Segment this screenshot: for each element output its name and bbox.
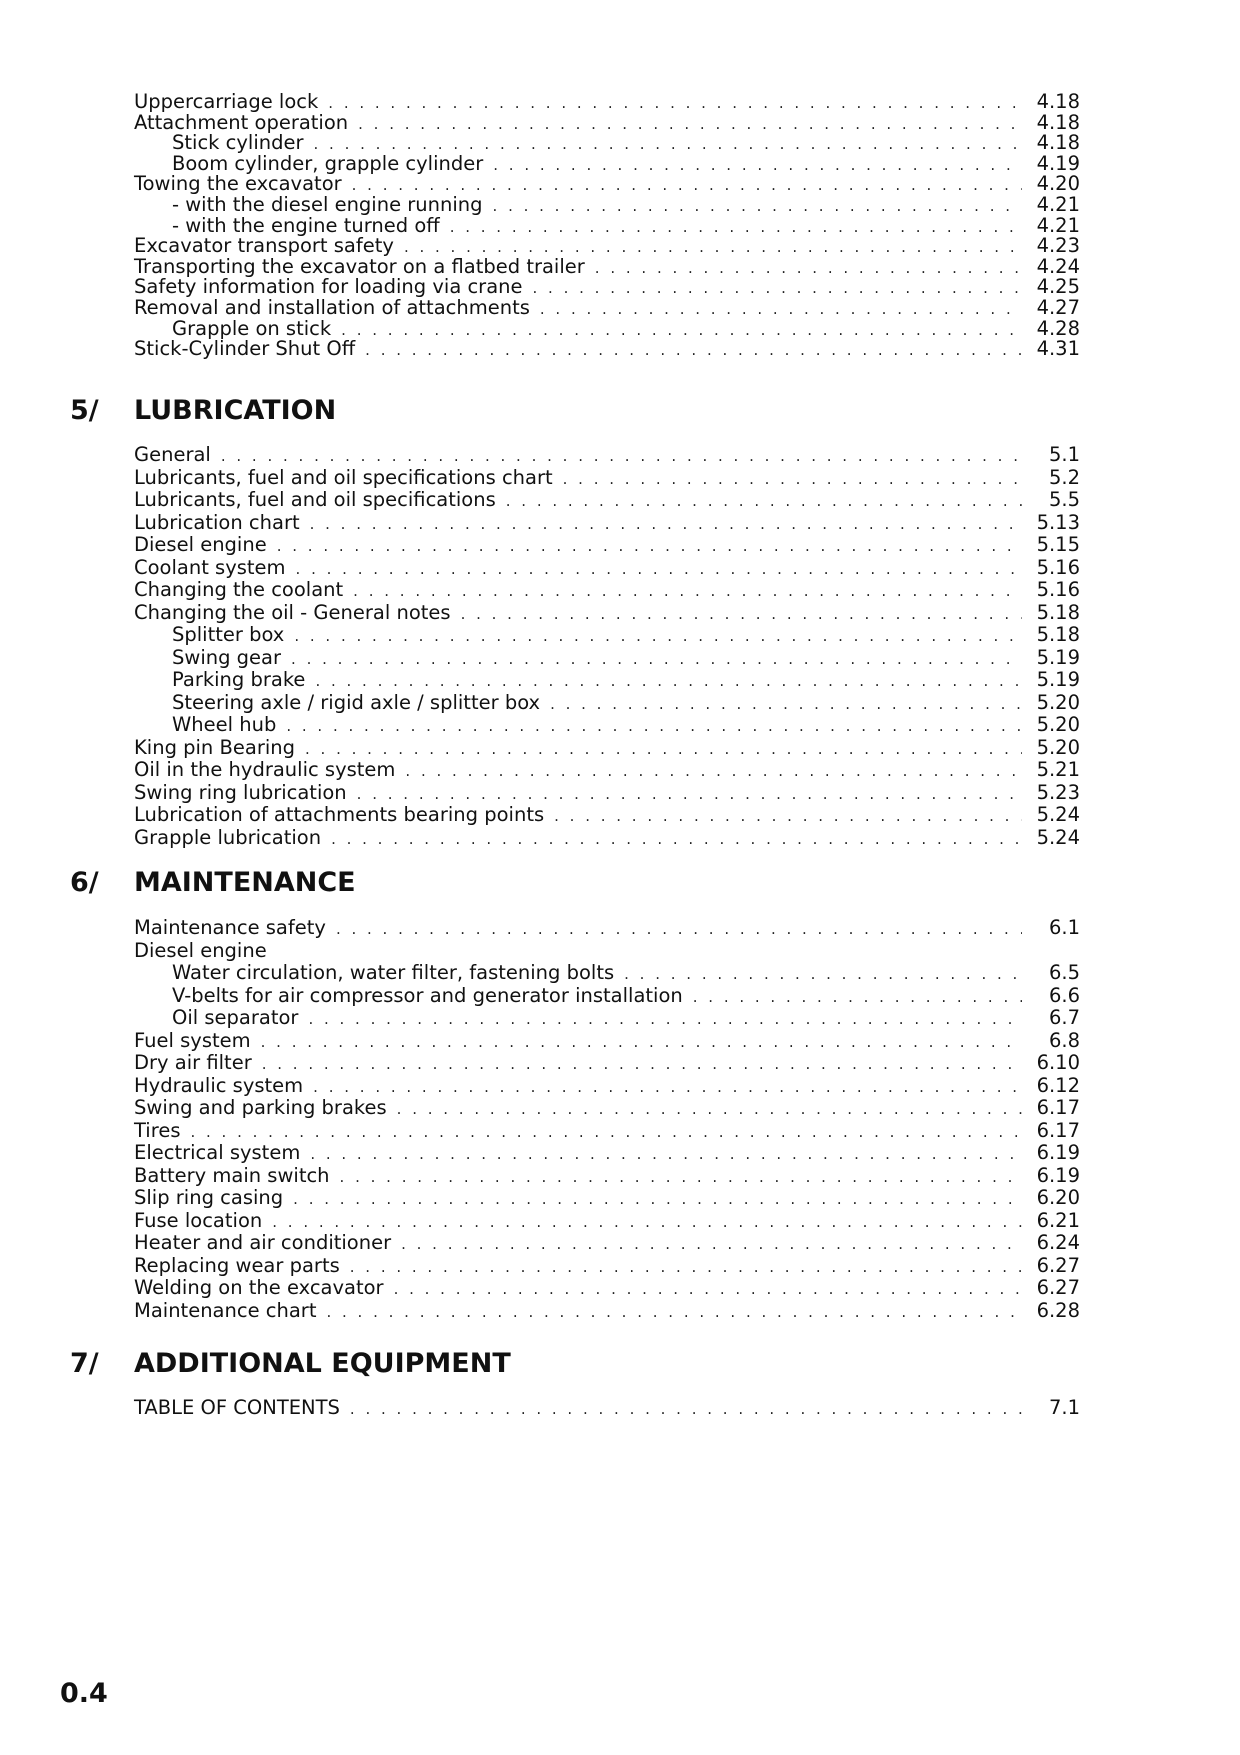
toc-entry-page: 5.13 [1036,510,1080,534]
toc-entry-title: Transporting the excavator on a flatbed trailer [134,254,585,278]
toc-entry-title: Steering axle / rigid axle / splitter box [172,690,541,714]
dot-leader [305,738,1022,761]
toc-entry [134,1232,1080,1255]
toc-entry [172,669,1080,692]
toc-entry [134,467,1080,490]
toc-entry-title: TABLE OF CONTENTS [134,1396,340,1419]
section-number: 5/ [70,395,99,426]
toc-entry-title: Wheel hub [172,713,277,736]
toc-entry [172,714,1080,737]
toc-entry-title: Welding on the excavator [134,1276,384,1299]
toc-entry-title: Uppercarriage lock [134,90,319,113]
toc-entry-title: Stick cylinder [172,131,304,155]
toc-entry-title: Electrical system [134,1141,301,1164]
toc-entry-page: 4.20 [1036,172,1080,196]
dot-leader [328,93,1022,114]
toc-entry [134,254,1080,278]
toc-entry-page: 6.27 [1036,1276,1080,1299]
toc-entry [172,647,1080,670]
dot-leader [221,445,1022,468]
dot-leader [533,278,1022,299]
toc-entry-title: Stick-Cylinder Shut Off [134,337,356,361]
toc-entry-page: 4.27 [1036,295,1080,319]
toc-entry-title: Safety information for loading via crane [134,275,523,299]
toc-entry-page: 6.19 [1036,1163,1080,1187]
section-number: 6/ [70,867,99,898]
dot-leader [493,155,1022,176]
toc-entry-page: 6.10 [1036,1051,1080,1074]
dot-leader [624,963,1022,986]
toc-entry-page: 6.24 [1036,1231,1080,1254]
dot-leader [401,1233,1022,1256]
toc-entry [134,804,1080,827]
toc-entry-page: 5.24 [1036,825,1080,849]
toc-entry [134,512,1080,535]
dot-leader [341,320,1022,341]
toc-section-maintenance [0,917,1240,1322]
toc-entry-page: 4.31 [1036,337,1080,361]
dot-leader [277,535,1022,558]
toc-entry-page: 5.1 [1048,443,1080,466]
toc-entry [134,1120,1080,1143]
dot-leader [550,693,1022,716]
toc-entry-title: Fuel system [134,1028,251,1052]
toc-entry-title: Heater and air conditioner [134,1231,392,1254]
toc-entry-page: 5.18 [1036,600,1080,624]
toc-entry-page: 6.6 [1048,983,1080,1007]
toc-entry-page: 7.1 [1048,1396,1080,1419]
toc-entry-page: 4.28 [1036,316,1080,340]
toc-entry-title: Changing the coolant [134,578,344,601]
toc-entry [134,579,1080,602]
toc-entry-page: 4.18 [1036,110,1080,134]
toc-entry [172,213,1080,237]
dot-leader [540,299,1022,320]
toc-entry-title: Grapple on stick [172,316,332,340]
toc-entry [172,985,1080,1008]
toc-entry [172,133,1080,154]
toc-entry [134,277,1080,298]
toc-entry [134,602,1080,625]
section-number: 7/ [70,1348,99,1379]
section-title: MAINTENANCE [134,867,356,898]
toc-entry-page: 5.20 [1036,735,1080,759]
toc-entry-page: 5.18 [1036,623,1080,646]
dot-leader [294,625,1022,648]
dot-leader [693,986,1022,1009]
toc-entry [134,1397,1080,1420]
toc-entry [134,1187,1080,1210]
toc-entry-title: Swing and parking brakes [134,1096,387,1119]
toc-entry-title: Lubrication of attachments bearing points [134,803,545,826]
toc-entry [134,489,1080,512]
toc-entry [134,782,1080,805]
dot-leader [506,490,1022,513]
toc-entry-page: 4.23 [1036,234,1080,258]
toc-entry-title: Tires [134,1118,181,1142]
dot-leader [450,217,1022,238]
toc-entry-page: 4.18 [1036,90,1080,113]
toc-entry [134,92,1080,113]
toc-entry-page: 4.24 [1036,254,1080,278]
toc-entry-title: Diesel engine [134,938,267,962]
dot-leader [394,1278,1022,1301]
dot-leader [272,1211,1022,1234]
toc-continued-section-4 [0,92,1240,360]
toc-entry [134,917,1080,940]
toc-entry [172,962,1080,985]
dot-leader [365,340,1022,361]
toc-entry-page: 4.25 [1036,275,1080,299]
dot-leader [313,1076,1022,1099]
toc-entry-title: Lubrication chart [134,510,300,534]
section-title: LUBRICATION [134,395,337,426]
dot-leader [461,603,1022,626]
toc-entry [172,1007,1080,1030]
section-title: ADDITIONAL EQUIPMENT [134,1348,511,1379]
dot-leader [357,783,1022,806]
dot-leader [331,828,1022,851]
dot-leader [308,1008,1022,1031]
toc-entry [134,1277,1080,1300]
toc-entry [172,624,1080,647]
toc-entry-title: Lubricants, fuel and oil specifications chart [134,465,553,489]
dot-leader [286,715,1022,738]
toc-entry-title: King pin Bearing [134,735,295,759]
toc-entry [134,940,1080,963]
toc-entry [134,534,1080,557]
toc-entry-title: Splitter box [172,623,285,646]
toc-entry-title: Removal and installation of attachments [134,295,530,319]
toc-entry-title: General [134,443,211,466]
toc-entry-title: V-belts for air compressor and generator installation [172,983,683,1007]
toc-entry-page: 6.27 [1036,1253,1080,1277]
toc-entry [134,174,1080,195]
toc-entry-page: 4.18 [1036,131,1080,155]
toc-entry-title: Grapple lubrication [134,825,322,849]
toc-section-lubrication [0,444,1240,849]
toc-entry [134,1255,1080,1278]
dot-leader [353,580,1022,603]
toc-entry-page: 5.21 [1036,758,1080,781]
toc-entry-title: Replacing wear parts [134,1253,340,1277]
toc-entry-page: 5.23 [1036,780,1080,804]
toc-entry-title: Maintenance safety [134,916,326,939]
toc-entry-title: Oil separator [172,1006,299,1029]
toc-entry-page: 6.19 [1036,1141,1080,1164]
dot-leader [190,1121,1022,1144]
section-heading-5 [0,394,1240,428]
toc-entry-page: 6.21 [1036,1208,1080,1232]
toc-entry [134,236,1080,257]
toc-entry-title: Swing ring lubrication [134,780,347,804]
toc-entry [134,1142,1080,1165]
toc-entry-page: 6.5 [1048,961,1080,984]
toc-entry-title: Boom cylinder, grapple cylinder [172,151,484,175]
toc-entry [134,1165,1080,1188]
toc-entry-page: 6.8 [1048,1028,1080,1052]
toc-entry-title: Excavator transport safety [134,234,394,258]
toc-entry-page: 5.20 [1036,690,1080,714]
toc-entry-title: Lubricants, fuel and oil specifications [134,488,496,511]
toc-entry [172,151,1080,175]
toc-entry [134,737,1080,760]
toc-entry-page: 4.19 [1036,151,1080,175]
toc-entry-title: Swing gear [172,645,282,669]
section-heading-7 [0,1347,1240,1381]
dot-leader [326,1301,1022,1324]
dot-leader [595,258,1022,279]
dot-leader [293,1188,1022,1211]
toc-entry-title: Coolant system [134,555,286,579]
toc-entry-page: 5.5 [1048,488,1080,511]
toc-entry [134,295,1080,319]
toc-entry [134,827,1080,850]
toc-entry-page: 6.17 [1036,1118,1080,1142]
toc-entry-title: Towing the excavator [134,172,342,196]
toc-entry-title: Oil in the hydraulic system [134,758,396,781]
page-number: 0.4 [60,1678,108,1709]
toc-entry [134,1300,1080,1323]
toc-entry-page: 6.28 [1036,1298,1080,1322]
dot-leader [336,918,1022,941]
toc-entry-page: 4.21 [1036,192,1080,216]
dot-leader [493,196,1022,217]
toc-entry [134,1052,1080,1075]
toc-entry [134,1030,1080,1053]
toc-entry-title: Attachment operation [134,110,349,134]
toc-entry-title: Parking brake [172,668,306,691]
toc-entry [172,192,1080,216]
toc-entry [134,557,1080,580]
dot-leader [262,1053,1022,1076]
dot-leader [340,1166,1022,1189]
dot-leader [554,805,1022,828]
toc-entry-page: 5.2 [1048,465,1080,489]
toc-entry [134,110,1080,134]
dot-leader [563,468,1022,491]
toc-entry-page: 6.12 [1036,1073,1080,1097]
dot-leader [291,648,1022,671]
toc-entry-title: Slip ring casing [134,1186,284,1209]
toc-entry-page: 5.15 [1036,533,1080,556]
dot-leader [358,114,1022,135]
toc-entry-title: - with the engine turned off [172,213,440,237]
dot-leader [310,513,1022,536]
toc-entry-page: 5.19 [1036,645,1080,669]
toc-entry-page: 6.7 [1048,1006,1080,1029]
toc-entry-page: 6.20 [1036,1186,1080,1209]
toc-entry-title: Water circulation, water filter, fastening bolts [172,961,615,984]
toc-entry [134,1075,1080,1098]
toc-entry-title: Changing the oil - General notes [134,600,451,624]
toc-entry-title: Dry air filter [134,1051,252,1074]
toc-entry-page: 5.20 [1036,713,1080,736]
toc-entry-page: 5.24 [1036,803,1080,826]
dot-leader [296,558,1022,581]
toc-entry-title: Battery main switch [134,1163,330,1187]
toc-section-additional-equipment [0,1397,1240,1420]
toc-entry [134,444,1080,467]
dot-leader [315,670,1022,693]
toc-entry-page: 5.19 [1036,668,1080,691]
toc-entry [172,692,1080,715]
toc-entry-page: 6.17 [1036,1096,1080,1119]
toc-entry [134,339,1080,360]
dot-leader [310,1143,1022,1166]
dot-leader [397,1098,1022,1121]
toc-entry-title: Hydraulic system [134,1073,304,1097]
dot-leader [261,1031,1022,1054]
dot-leader [405,760,1022,783]
dot-leader [350,1398,1022,1421]
toc-entry-title: Fuse location [134,1208,263,1232]
toc-entry-title: Diesel engine [134,533,267,556]
toc-entry-title: Maintenance chart [134,1298,317,1322]
section-heading-6 [0,866,1240,900]
toc-entry-page: 4.21 [1036,213,1080,237]
toc-entry [134,759,1080,782]
toc-entry-title: - with the diesel engine running [172,192,483,216]
toc-entry [172,316,1080,340]
toc-entry-page: 6.1 [1048,916,1080,939]
toc-entry [134,1097,1080,1120]
toc-entry-page: 5.16 [1036,578,1080,601]
toc-entry [134,1210,1080,1233]
toc-entry-page: 5.16 [1036,555,1080,579]
dot-leader [350,1256,1022,1279]
